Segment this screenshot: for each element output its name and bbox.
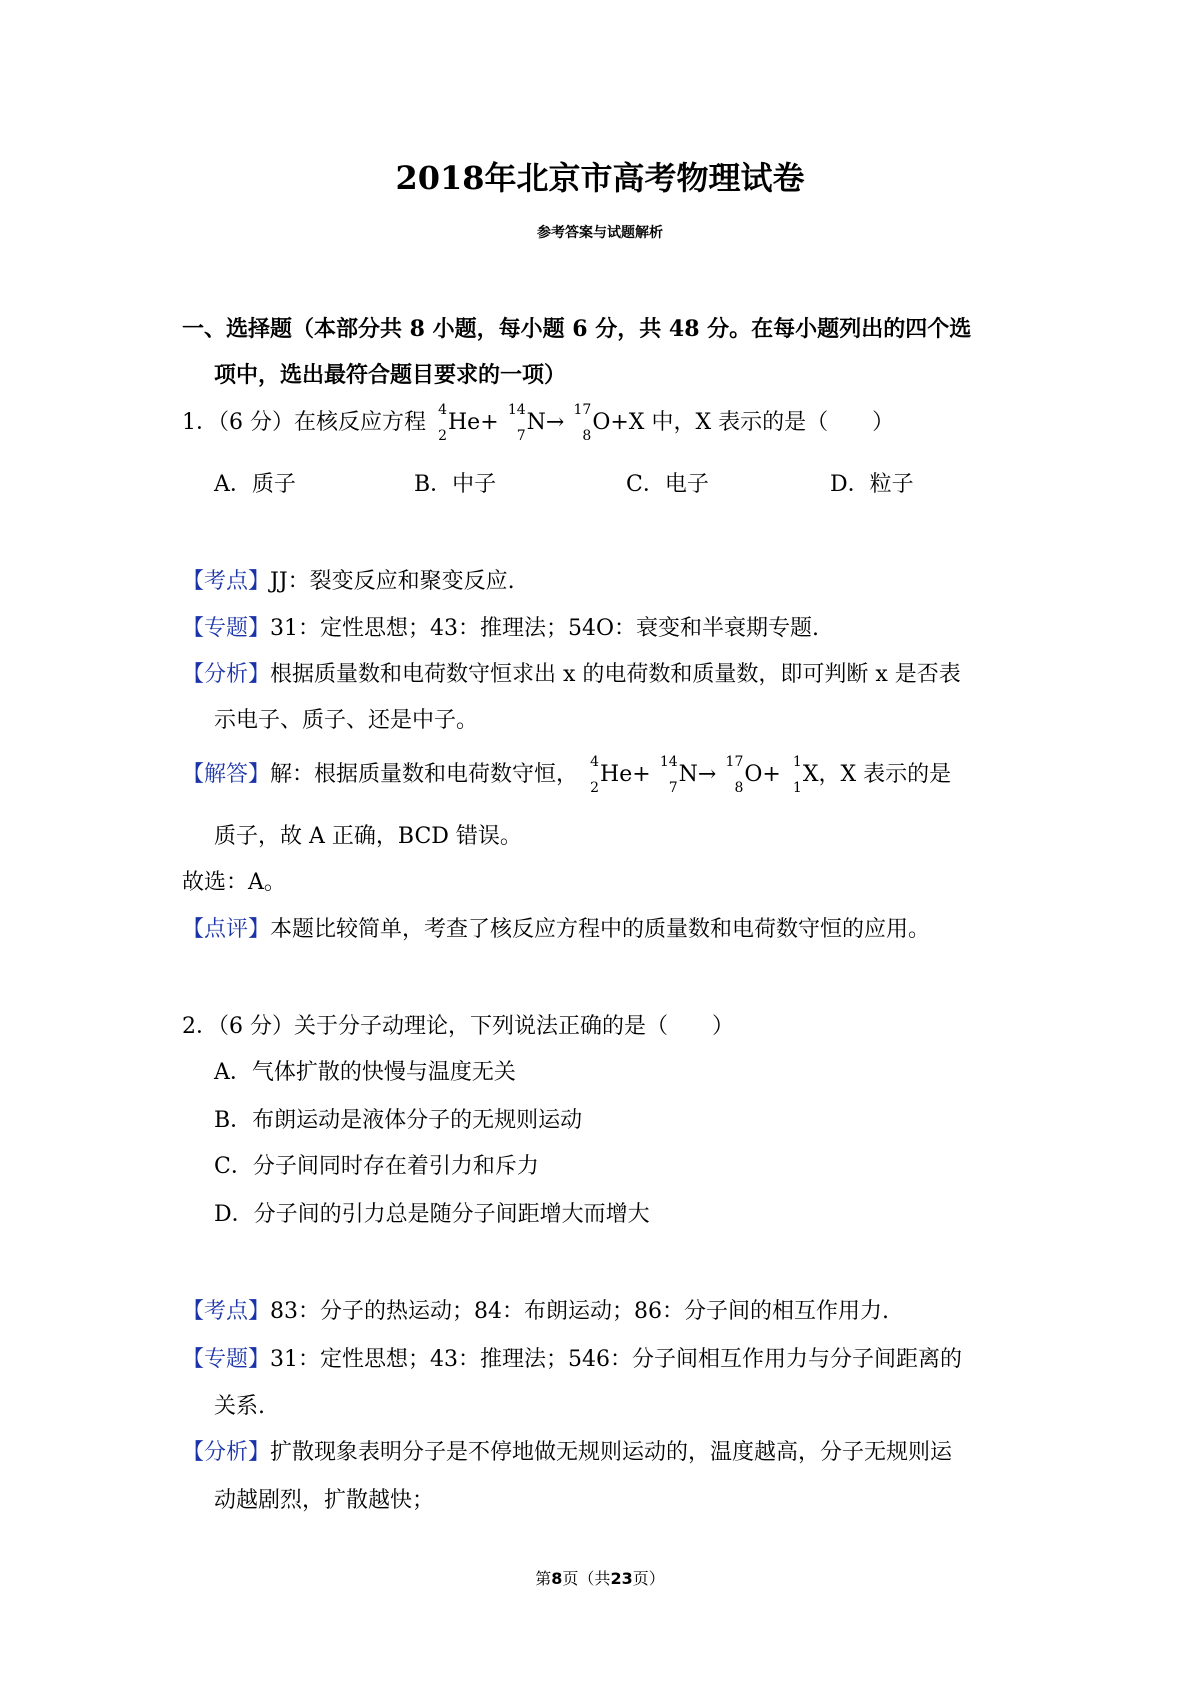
q2-option-d: D．分子间的引力总是随分子间距增大而增大 bbox=[214, 1202, 650, 1227]
q1-option-c: C．电子 bbox=[626, 472, 709, 497]
q1-dianping-text: 本题比较简单，考查了核反应方程中的质量数和电荷数守恒的应用。 bbox=[270, 917, 931, 942]
nuclide-n-symbol: N→ bbox=[526, 410, 565, 435]
q2-kaodian-text: 83：分子的热运动；84：布朗运动；86：分子间的相互作用力. bbox=[270, 1299, 889, 1324]
q1-fenxi-text-2: 示电子、质子、还是中子。 bbox=[214, 708, 479, 733]
q1-zhuanti-text: 31：定性思想；43：推理法；54O：衰变和半衰期专题. bbox=[270, 616, 820, 641]
q2-zhuanti-text-1: 31：定性思想；43：推理法；546：分子间相互作用力与分子间距离的 bbox=[270, 1347, 962, 1372]
q1-stem bbox=[182, 402, 895, 444]
q2-kaodian bbox=[182, 1297, 889, 1327]
jieda-nuclide-n-symbol: N→ bbox=[678, 762, 717, 787]
jieda-nuclide-x-notation: 1 1 bbox=[792, 754, 802, 796]
total-page-count: 23 bbox=[610, 1569, 633, 1588]
zhuanti-tag: 【专题】 bbox=[182, 616, 271, 641]
jieda-nuclide-o-symbol: O+ bbox=[744, 762, 781, 787]
fenxi-tag: 【分析】 bbox=[182, 662, 271, 687]
jieda-tag: 【解答】 bbox=[182, 762, 271, 787]
jieda-nuclide-he-symbol: He+ bbox=[600, 762, 651, 787]
page-footer bbox=[0, 1566, 1200, 1589]
q1-option-b: B．中子 bbox=[414, 472, 497, 497]
zhuanti-tag: 【专题】 bbox=[182, 1347, 271, 1372]
q1-jieda bbox=[182, 754, 952, 796]
jieda-nuclide-x-symbol: X，X 表示的是 bbox=[802, 762, 952, 787]
fenxi-tag: 【分析】 bbox=[182, 1440, 271, 1465]
q2-option-a: A．气体扩散的快慢与温度无关 bbox=[214, 1060, 516, 1085]
q2-option-c: C．分子间同时存在着引力和斥力 bbox=[214, 1154, 539, 1179]
footer-post: 页） bbox=[632, 1569, 665, 1588]
q1-jieda-text-2: 质子，故 A 正确，BCD 错误。 bbox=[214, 824, 522, 849]
jieda-nuclide-o-notation: 17 8 bbox=[725, 754, 744, 796]
q2-stem: 2．（6 分）关于分子动理论，下列说法正确的是（ ） bbox=[182, 1014, 734, 1039]
q1-fenxi bbox=[182, 660, 961, 690]
q1-stem-prefix: 1．（6 分）在核反应方程 bbox=[182, 410, 426, 435]
kaodian-tag: 【考点】 bbox=[182, 1299, 271, 1324]
q1-answer: 故选：A。 bbox=[182, 870, 286, 895]
nuclide-he-symbol: He+ bbox=[448, 410, 499, 435]
footer-mid: 页（共 bbox=[562, 1569, 611, 1588]
nuclide-o-notation: 17 8 bbox=[573, 402, 592, 444]
q1-kaodian bbox=[182, 567, 515, 597]
current-page-number: 8 bbox=[551, 1569, 563, 1588]
q2-option-b: B．布朗运动是液体分子的无规则运动 bbox=[214, 1108, 583, 1133]
jieda-nuclide-he-notation: 4 2 bbox=[590, 754, 600, 796]
q1-jieda-prefix: 解：根据质量数和电荷数守恒， bbox=[270, 762, 579, 787]
q1-kaodian-text: JJ：裂变反应和聚变反应. bbox=[270, 569, 515, 594]
q2-fenxi-text-1: 扩散现象表明分子是不停地做无规则运动的，温度越高，分子无规则运 bbox=[270, 1440, 953, 1465]
jieda-nuclide-n-notation: 14 7 bbox=[659, 754, 678, 796]
q1-zhuanti bbox=[182, 614, 819, 644]
page-title: 2018年北京市高考物理试卷 bbox=[395, 159, 805, 197]
nuclide-n-notation: 14 7 bbox=[507, 402, 526, 444]
q2-zhuanti-text-2: 关系. bbox=[214, 1394, 265, 1419]
kaodian-tag: 【考点】 bbox=[182, 569, 271, 594]
q1-option-d: D．粒子 bbox=[830, 472, 914, 497]
nuclide-o-symbol: O+X 中，X 表示的是（ ） bbox=[592, 410, 895, 435]
q1-option-a: A．质子 bbox=[214, 472, 296, 497]
q2-zhuanti bbox=[182, 1345, 962, 1375]
nuclide-he-notation: 4 2 bbox=[438, 402, 447, 444]
page-subtitle: 参考答案与试题解析 bbox=[537, 225, 663, 241]
q2-fenxi bbox=[182, 1438, 952, 1468]
q2-fenxi-text-2: 动越剧烈，扩散越快； bbox=[214, 1488, 435, 1513]
q1-dianping bbox=[182, 915, 930, 945]
dianping-tag: 【点评】 bbox=[182, 917, 271, 942]
q1-fenxi-text-1: 根据质量数和电荷数守恒求出 x 的电荷数和质量数，即可判断 x 是否表 bbox=[270, 662, 961, 687]
section-heading-line1: 一、选择题（本部分共 8 小题，每小题 6 分，共 48 分。在每小题列出的四个选 bbox=[182, 316, 972, 342]
section-heading-line2: 项中，选出最符合题目要求的一项） bbox=[214, 362, 567, 388]
footer-pre: 第 bbox=[535, 1569, 552, 1588]
